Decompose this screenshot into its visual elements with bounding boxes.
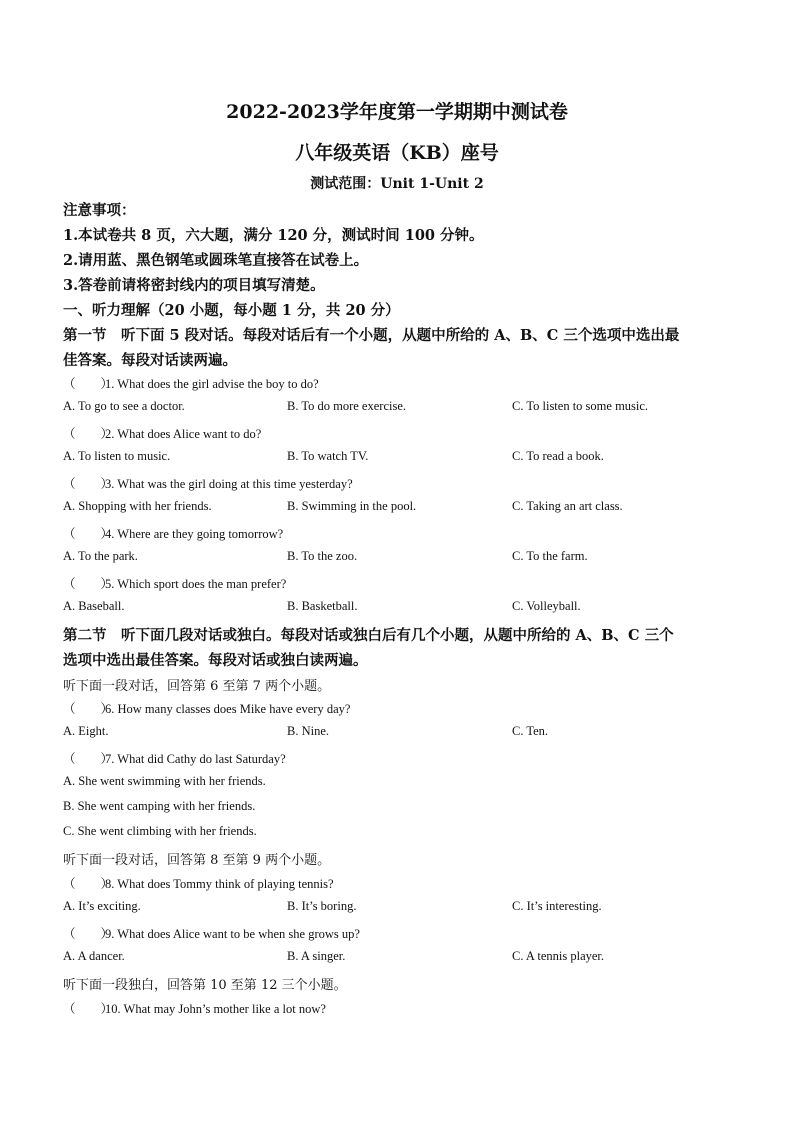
part1-heading: 一、听力理解（20 小题，每小题 1 分，共 20 分）	[63, 302, 400, 319]
question-9	[63, 924, 360, 942]
question-text: 10. What may John’s mother like a lot now?	[105, 1002, 326, 1016]
options-8	[63, 899, 763, 919]
question-text: 8. What does Tommy think of playing tennis?	[105, 877, 334, 891]
question-text: 7. What did Cathy do last Saturday?	[105, 752, 286, 766]
question-text: 6. How many classes does Mike have every day?	[105, 702, 351, 716]
answer-blank[interactable]: （ ）	[63, 877, 114, 891]
notes-heading: 注意事项：	[63, 202, 136, 219]
question-10	[63, 999, 326, 1017]
option-b: B. She went camping with her friends.	[63, 799, 256, 813]
option-a: A. It’s exciting.	[63, 899, 141, 913]
question-5	[63, 574, 286, 592]
instruction-8-9: 听下面一段对话，回答第 8 至第 9 两个小题。	[63, 853, 331, 868]
option-b: B. A singer.	[287, 949, 346, 963]
note-item: 3.答卷前请将密封线内的项目填写清楚。	[63, 277, 325, 294]
question-text: 3. What was the girl doing at this time yesterday?	[105, 477, 353, 491]
option-c: C. Taking an art class.	[512, 499, 623, 513]
option-c: C. Volleyball.	[512, 599, 581, 613]
question-3	[63, 474, 353, 492]
option-b: B. Swimming in the pool.	[287, 499, 417, 513]
options-2	[63, 449, 763, 469]
option-c: C. To read a book.	[512, 449, 604, 463]
answer-blank[interactable]: （ ）	[63, 702, 114, 716]
section2-instruction: 选项中选出最佳答案。每段对话或独白读两遍。	[63, 652, 368, 669]
section1-instruction: 第一节 听下面 5 段对话。每段对话后有一个小题，从题中所给的 A、B、C 三个选项中选出最	[63, 327, 680, 344]
answer-blank[interactable]: （ ）	[63, 752, 114, 766]
option-a: A. To listen to music.	[63, 449, 171, 463]
question-text: 1. What does the girl advise the boy to do?	[105, 377, 319, 391]
option-c: C. She went climbing with her friends.	[63, 824, 257, 838]
option-b: B. To the zoo.	[287, 549, 358, 563]
option-c: C. Ten.	[512, 724, 549, 738]
answer-blank[interactable]: （ ）	[63, 427, 114, 441]
option-c: C. It’s interesting.	[512, 899, 602, 913]
options-3	[63, 499, 763, 519]
options-1	[63, 399, 763, 419]
answer-blank[interactable]: （ ）	[63, 377, 114, 391]
question-text: 9. What does Alice want to be when she grows up?	[105, 927, 360, 941]
question-6	[63, 699, 350, 717]
instruction-6-7: 听下面一段对话，回答第 6 至第 7 两个小题。	[63, 679, 331, 694]
question-1	[63, 374, 319, 392]
option-a: A. Eight.	[63, 724, 109, 738]
option-c: C. A tennis player.	[512, 949, 605, 963]
option-b: B. To watch TV.	[287, 449, 369, 463]
option-b: B. It’s boring.	[287, 899, 357, 913]
options-9	[63, 949, 763, 969]
exam-subtitle: 八年级英语（KB）座号	[295, 142, 499, 164]
option-a: A. Baseball.	[63, 599, 125, 613]
options-6	[63, 724, 763, 744]
option-b: B. To do more exercise.	[287, 399, 407, 413]
exam-title: 2022-2023学年度第一学期期中测试卷	[226, 101, 568, 123]
test-scope: 测试范围：Unit 1-Unit 2	[310, 176, 484, 192]
answer-blank[interactable]: （ ）	[63, 577, 114, 591]
option-c: C. To listen to some music.	[512, 399, 649, 413]
answer-blank[interactable]: （ ）	[63, 1002, 114, 1016]
note-item: 1.本试卷共 8 页，六大题，满分 120 分，测试时间 100 分钟。	[63, 227, 484, 244]
option-b: B. Nine.	[287, 724, 330, 738]
note-item: 2.请用蓝、黑色钢笔或圆珠笔直接答在试卷上。	[63, 252, 369, 269]
option-a: A. She went swimming with her friends.	[63, 774, 266, 788]
question-8	[63, 874, 334, 892]
option-a: A. Shopping with her friends.	[63, 499, 212, 513]
question-text: 5. Which sport does the man prefer?	[105, 577, 287, 591]
question-4	[63, 524, 283, 542]
section2-instruction: 第二节 听下面几段对话或独白。每段对话或独白后有几个小题，从题中所给的 A、B、C 三个	[63, 627, 674, 644]
options-4	[63, 549, 763, 569]
question-text: 2. What does Alice want to do?	[105, 427, 262, 441]
options-5	[63, 599, 763, 619]
option-a: A. To the park.	[63, 549, 138, 563]
option-a: A. To go to see a doctor.	[63, 399, 185, 413]
answer-blank[interactable]: （ ）	[63, 927, 114, 941]
instruction-10-12: 听下面一段独白，回答第 10 至第 12 三个小题。	[63, 978, 347, 993]
question-text: 4. Where are they going tomorrow?	[105, 527, 284, 541]
answer-blank[interactable]: （ ）	[63, 527, 114, 541]
section1-instruction: 佳答案。每段对话读两遍。	[63, 352, 237, 369]
answer-blank[interactable]: （ ）	[63, 477, 114, 491]
option-a: A. A dancer.	[63, 949, 125, 963]
option-c: C. To the farm.	[512, 549, 588, 563]
option-b: B. Basketball.	[287, 599, 358, 613]
question-2	[63, 424, 261, 442]
question-7	[63, 749, 286, 767]
